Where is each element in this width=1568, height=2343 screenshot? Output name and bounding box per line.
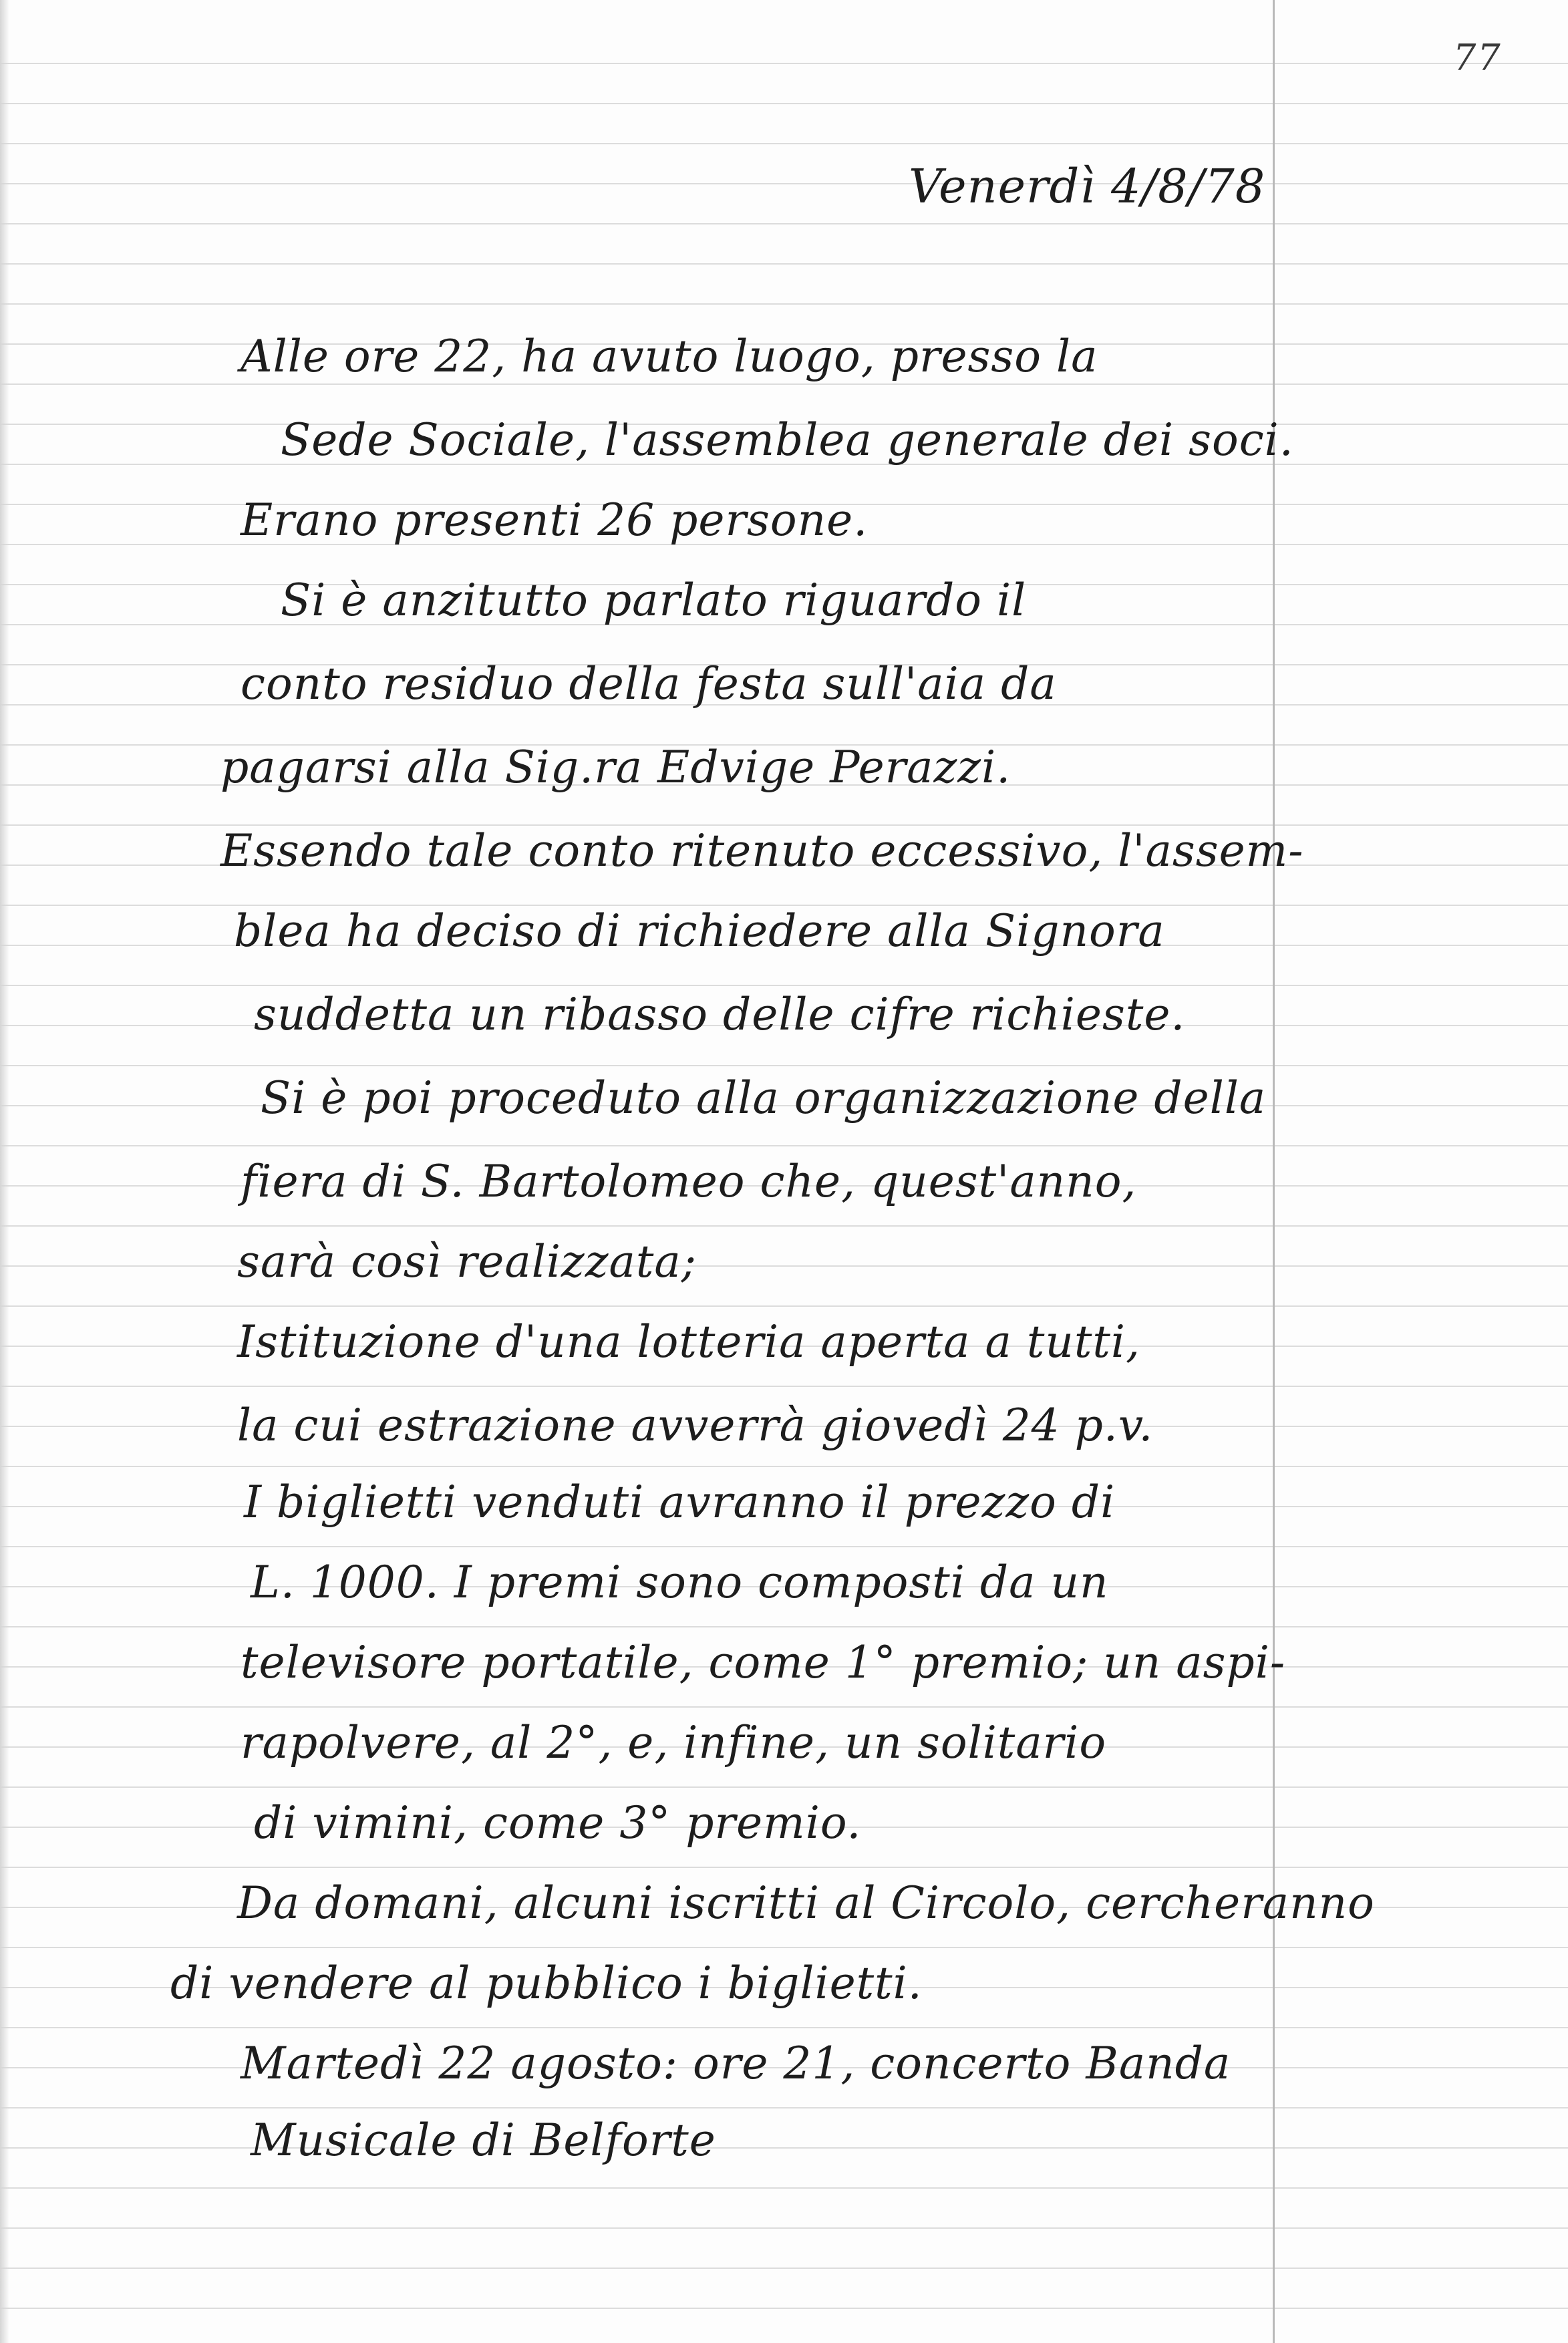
text-line: Istituzione d'una lotteria aperta a tutti, <box>237 1316 1140 1368</box>
text-line: I biglietti venduti avranno il prezzo di <box>244 1476 1116 1528</box>
text-line: pagarsi alla Sig.ra Edvige Perazzi. <box>220 742 1011 793</box>
text-line: Da domani, alcuni iscritti al Circolo, cercheranno <box>237 1877 1375 1929</box>
text-line: Sede Sociale, l'assemblea generale dei soci. <box>281 414 1294 466</box>
text-line: fiera di S. Bartolomeo che, quest'anno, <box>241 1156 1137 1207</box>
text-line: di vimini, come 3° premio. <box>254 1797 862 1849</box>
text-line: blea ha deciso di richiedere alla Signora <box>234 905 1165 957</box>
text-line: Alle ore 22, ha avuto luogo, presso la <box>241 331 1098 382</box>
text-line: sarà così realizzata; <box>237 1236 697 1287</box>
text-line: suddetta un ribasso delle cifre richieste. <box>254 989 1186 1040</box>
text-line: Si è poi proceduto alla organizzazione della <box>261 1072 1267 1124</box>
page-number: 77 <box>1453 37 1502 79</box>
text-line: conto residuo della festa sull'aia da <box>241 658 1057 710</box>
margin-line <box>1273 0 1275 2343</box>
text-line: Erano presenti 26 persone. <box>241 494 869 546</box>
date-line: Venerdì 4/8/78 <box>909 159 1266 214</box>
text-line: la cui estrazione avverrà giovedì 24 p.v. <box>237 1400 1154 1451</box>
text-line: televisore portatile, come 1° premio; un aspi- <box>241 1637 1286 1688</box>
text-line: L. 1000. I premi sono composti da un <box>251 1557 1109 1608</box>
text-line: di vendere al pubblico i biglietti. <box>170 1958 923 2009</box>
text-line: rapolvere, al 2°, e, infine, un solitario <box>241 1717 1107 1768</box>
text-line: Martedì 22 agosto: ore 21, concerto Banda <box>241 2038 1231 2089</box>
page-edge-shadow <box>0 0 9 2343</box>
text-line: Essendo tale conto ritenuto eccessivo, l'assem- <box>220 825 1304 877</box>
text-line: Si è anzitutto parlato riguardo il <box>281 575 1027 626</box>
text-line: Musicale di Belforte <box>251 2115 716 2166</box>
